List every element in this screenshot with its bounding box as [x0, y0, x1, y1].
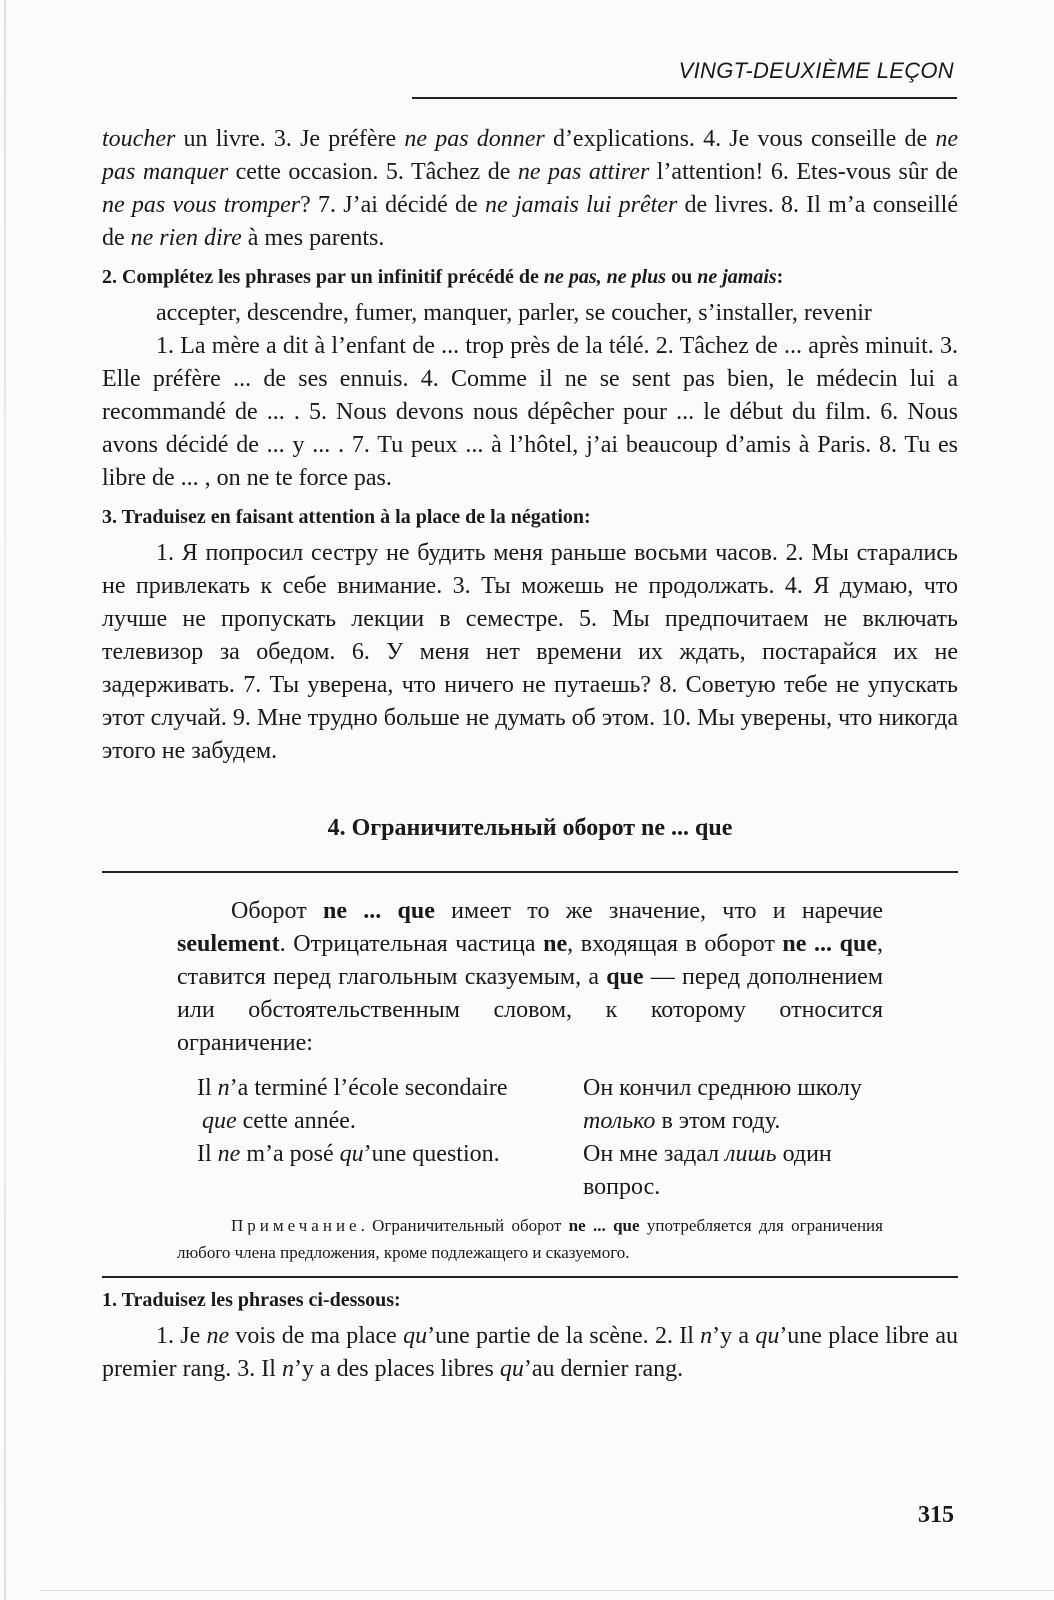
page-number: 315	[918, 1502, 954, 1528]
example-fr: Il n’a terminé l’école secondaire que cette année.	[197, 1075, 508, 1134]
example-ru: Он кончил среднюю школу только в этом году.	[583, 1075, 862, 1134]
exercise1-heading: 1. Traduisez les phrases ci-dessous:	[102, 1289, 401, 1311]
section-rule-top	[102, 871, 958, 873]
scan-edge-bottom	[40, 1590, 1054, 1591]
exercise2-sentences: 1. La mère a dit à l’enfant de ... trop près de la télé. 2. Tâchez de ... après minuit. 3. Elle préfère ... de ses ennuis. 4. Comme il ne se sent pas bien, le médecin lui a recommandé de ... . 5. Nous devons nous dépêcher pour ... le début du film. 6. Nous avons décidé de ... y ... . 7. Tu peux ... à l’hôtel, j’ai beaucoup d’amis à Paris. 8. Tu es libre de ... , on ne te force pas.	[102, 333, 958, 491]
grammar-rule-text: Оборот ne ... que имеет то же значение, что и наречие seulement. Отрицательная частица ne, входящая в оборот ne ... que, ставится перед глагольным сказуемым, а que — перед дополнением или обстоятельственным словом, к которому относится ограничение:	[177, 898, 884, 1056]
exercise1-sentences: 1. Je ne vois de ma place qu’une partie de la scène. 2. Il n’y a qu’une place libre au premier rang. 3. Il n’y a des places libres qu’au dernier rang.	[102, 1323, 958, 1382]
section-rule-bottom	[102, 1276, 958, 1278]
exercise3-sentences: 1. Я попросил сестру не будить меня раньше восьми часов. 2. Мы старались не привлекать к себе внимание. 3. Ты можешь не продолжать. 4. Я думаю, что лучше не пропускать лекции в семестре. 5. Мы предпочитаем не включать телевизор за обедом. 6. У меня нет времени их ждать, постарайся их не задерживать. 7. Ты уверена, что ничего не путаешь? 8. Советую тебе не упускать этот случай. 9. Мне трудно больше не думать об этом. 10. Мы уверены, что никогда этого не забудем.	[102, 540, 958, 764]
example-table	[197, 1072, 883, 1204]
exercise2-word-list: accepter, descendre, fumer, manquer, parler, se coucher, s’installer, revenir	[156, 300, 872, 326]
note-text: Примечание. Ограничительный оборот ne ... que употребляется для ограничения любого члена предложения, кроме подлежащего и сказуемого.	[177, 1216, 883, 1262]
example-row	[197, 1138, 883, 1204]
page-body	[102, 123, 958, 1386]
running-header: VINGT-DEUXIÈME LEÇON	[678, 58, 954, 83]
scan-edge	[4, 0, 6, 1600]
example-row	[197, 1072, 883, 1138]
grammar-rule-box	[102, 895, 958, 1266]
header-rule	[412, 97, 957, 99]
section-title: 4. Ограничительный оборот ne ... que	[327, 815, 733, 841]
exercise1-continuation: toucher un livre. 3. Je préfère ne pas donner d’explications. 4. Je vous conseille de ne pas manquer cette occasion. 5. Tâchez de ne pas attirer l’attention! 6. Etes-vous sûr de ne pas vous tromper? 7. J’ai décidé de ne jamais lui prêter de livres. 8. Il m’a conseillé de ne rien dire à mes parents.	[102, 126, 959, 251]
exercise2-heading: 2. Complétez les phrases par un infinitif précédé de ne pas, ne plus ou ne jamais:	[102, 266, 784, 288]
example-fr: Il ne m’a posé qu’une question.	[197, 1141, 500, 1167]
exercise3-heading: 3. Traduisez en faisant attention à la place de la négation:	[102, 506, 591, 528]
example-ru: Он мне задал лишь один вопрос.	[583, 1141, 832, 1200]
